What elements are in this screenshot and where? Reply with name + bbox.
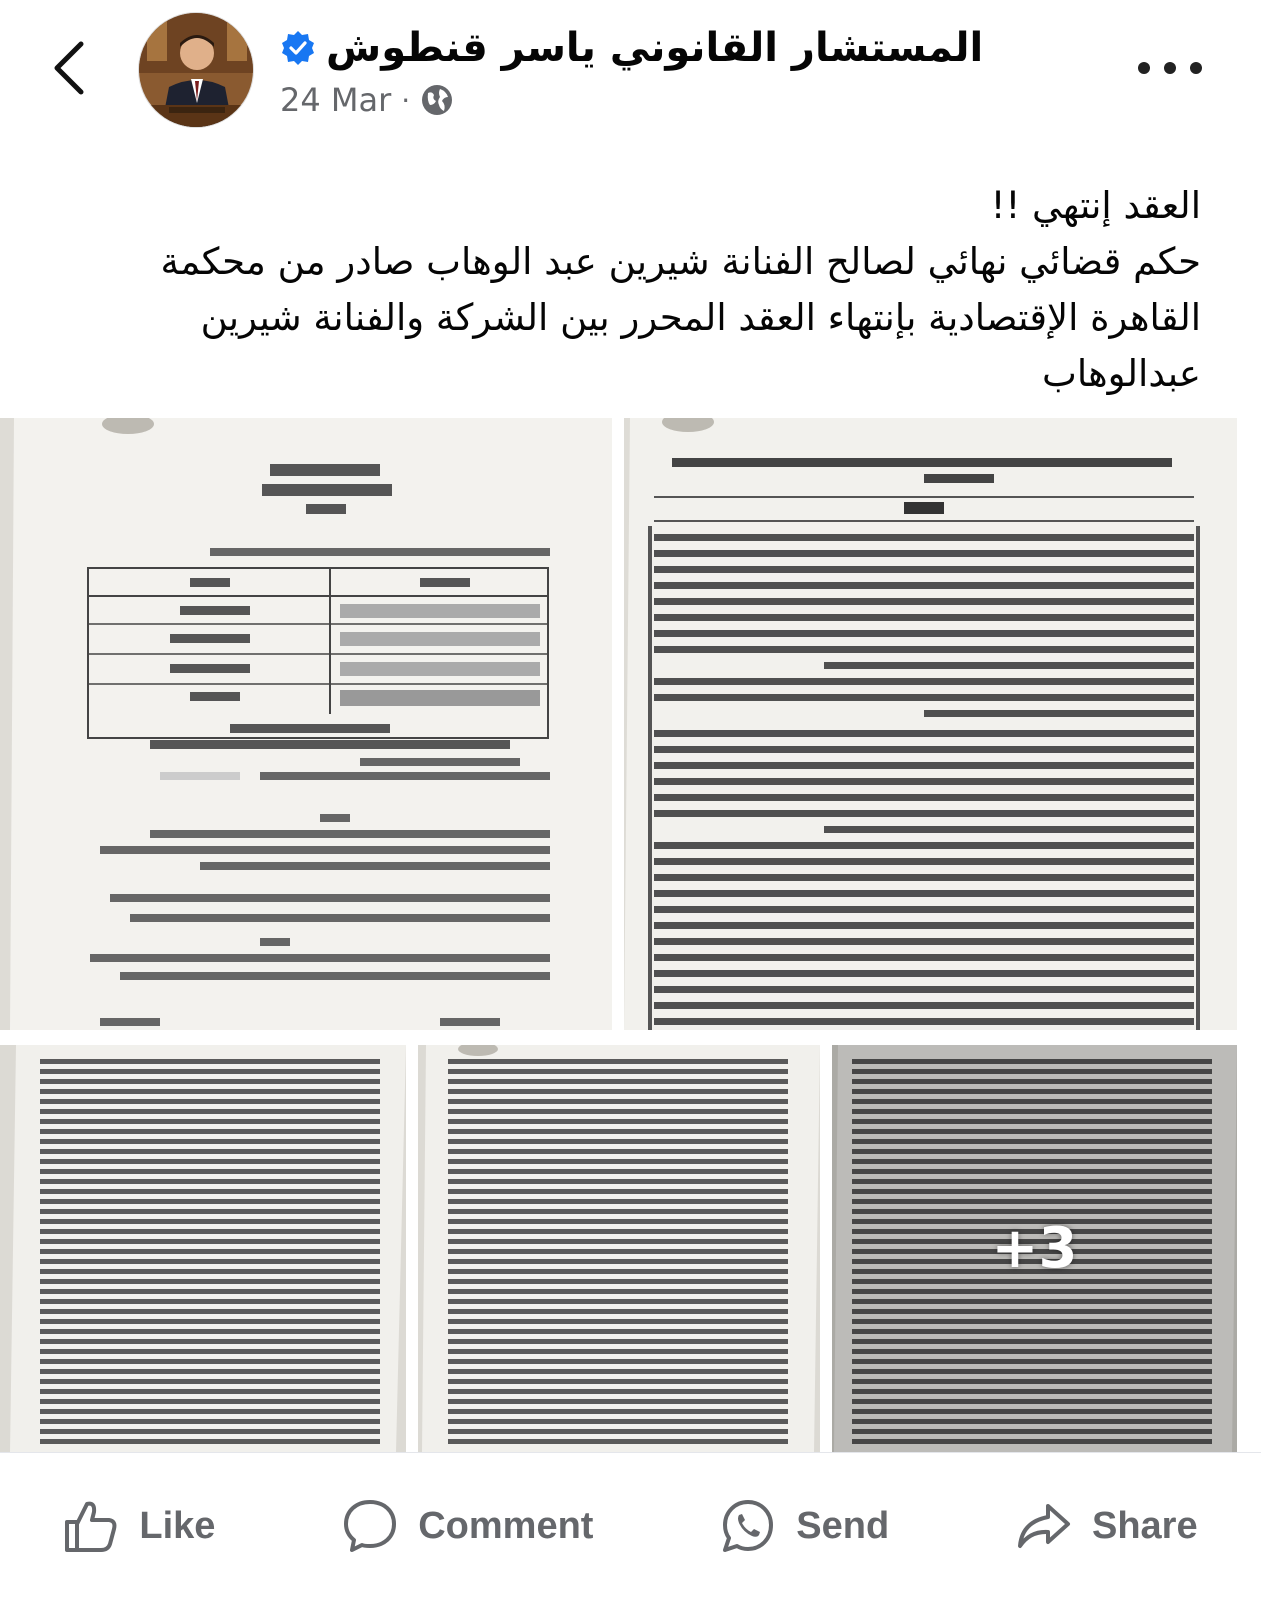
send-label: Send — [796, 1504, 890, 1547]
comment-button[interactable] — [342, 1486, 593, 1566]
author-row — [280, 18, 983, 78]
more-photos-count: +3 — [991, 1216, 1078, 1281]
more-options-button[interactable] — [1138, 50, 1202, 86]
comment-label: Comment — [418, 1504, 594, 1547]
whatsapp-icon — [720, 1498, 776, 1554]
globe-icon — [420, 83, 454, 117]
document-image — [0, 418, 612, 1030]
share-label: Share — [1091, 1504, 1198, 1547]
post-date[interactable]: 24 Mar — [280, 81, 392, 119]
document-image — [418, 1045, 820, 1452]
like-button[interactable] — [63, 1486, 215, 1566]
author-name[interactable]: المستشار القانوني ياسر قنطوش — [326, 25, 984, 71]
share-icon — [1016, 1498, 1072, 1554]
avatar[interactable] — [138, 12, 254, 128]
meta-separator: · — [401, 83, 411, 117]
avatar-image — [139, 13, 254, 128]
post-body — [41, 178, 1201, 402]
gallery-photo-2[interactable] — [624, 418, 1237, 1030]
gallery-photo-4[interactable] — [418, 1045, 820, 1452]
like-label: Like — [139, 1504, 216, 1547]
document-image — [0, 1045, 406, 1452]
document-image — [624, 418, 1237, 1030]
send-button[interactable] — [720, 1486, 889, 1566]
post-headline: العقد إنتهي !! — [990, 184, 1201, 227]
post-paragraph: حكم قضائي نهائي لصالح الفنانة شيرين عبد الوهاب صادر من محكمة القاهرة الإقتصادية بإنتهاء العقد المحرر بين الشركة والفنانة شيرين عبدالوهاب — [160, 240, 1201, 395]
post-action-bar — [0, 1452, 1261, 1599]
comment-icon — [342, 1498, 398, 1554]
more-horizontal-icon — [1138, 62, 1150, 74]
share-button[interactable] — [1016, 1486, 1198, 1566]
post-meta — [280, 80, 454, 120]
back-button[interactable] — [44, 38, 94, 98]
post-header — [0, 0, 1261, 160]
verified-badge-icon — [280, 30, 316, 66]
photo-gallery — [0, 418, 1261, 1452]
thumbs-up-icon — [63, 1498, 119, 1554]
gallery-photo-1[interactable] — [0, 418, 612, 1030]
more-photos-overlay[interactable] — [832, 1045, 1237, 1452]
more-horizontal-icon — [1190, 62, 1202, 74]
gallery-photo-3[interactable] — [0, 1045, 406, 1452]
more-horizontal-icon — [1164, 62, 1176, 74]
chevron-left-icon — [51, 40, 87, 96]
